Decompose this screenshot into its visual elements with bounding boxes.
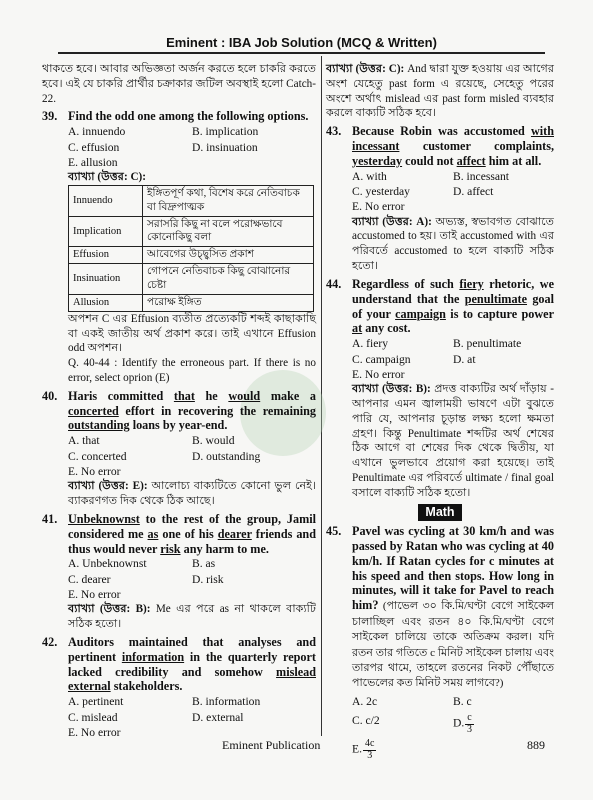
explanation-39-after: অপশন C এর Effusion ব্যতীত প্রত্যেকটি শব্দই কাছাকাছি বা একই জাতীয় অর্থ প্রকাশ করে। তাই এখানে Effusion odd অপশন। (68, 312, 316, 355)
option-a[interactable]: A. with (352, 169, 387, 183)
explanation-44 (352, 382, 554, 500)
option-e[interactable]: E. No error (352, 200, 405, 214)
question-text: Regardless of such fiery rhetoric, we understand that the penultimate goal of your campaign is to capture power at any cost. (352, 276, 554, 336)
option-e[interactable]: E. allusion (68, 155, 118, 169)
option-a[interactable]: A. that (68, 434, 100, 448)
question-number: 40. (42, 388, 58, 403)
option-e[interactable]: E. No error (68, 464, 121, 478)
explanation-40 (68, 479, 316, 509)
option-e[interactable]: E. $\frac{4c}{3}$ (352, 738, 375, 761)
answer-text: প্রদত্ত বাক্যটির অর্থ দাঁড়ায় - আপনার এমন জ্বালাময়ী ভাষণে এটা বুঝতে পারি যে, আপনার চূড়ান্ত লক্ষ্য হলো ক্ষমতা গ্রহণ। কিন্তু Penultimate শব্দটির অর্থ শেষের ঠিক আগে বা শেষের দিক থেকে দ্বিতীয়, যা এখানে ভুলভাবে প্রয়োগ করা হয়েছে। তাই Penultimate এর পরিবর্তে ultimate / final goal বসালে বাক্যটি সঠিক হতো। (352, 383, 554, 499)
question-42 (42, 635, 316, 695)
answer-label: ব্যাখ্যা (উত্তর: B): (352, 383, 431, 396)
option-d[interactable]: D. at (453, 352, 476, 366)
option-d[interactable]: D. external (192, 710, 244, 724)
question-text: Because Robin was accustomed with incessant customer complaints, yesterday could not affect him at all. (352, 124, 554, 168)
meaning-table (68, 185, 314, 312)
option-e[interactable]: E. No error (68, 725, 121, 739)
option-c[interactable]: C. c/2 (352, 714, 380, 728)
answer-text: And দ্বারা যুক্ত হওয়ায় এর আগের অংশ যেহেতু past form এ রয়েছে, সেহেতু পরের অংশে অর্থাৎ mislead এর past form misled ব্যবহার করলে বাক্যটি সঠিক হবে। (326, 63, 554, 120)
question-text: Auditors maintained that analyses and pertinent information in the quarterly report lacked credibility and somehow mislead external stakeholders. (68, 634, 316, 694)
answer-label: ব্যাখ্যা (উত্তর: C): (68, 171, 146, 184)
option-b[interactable]: B. implication (192, 125, 259, 139)
answer-text: অভ্যস্ত, স্বভাবগত বোঝাতে accustomed to হয়। তাই accustomed with এর পরিবর্তে accustomed to হলে বাক্যটি সঠিক হতো। (352, 215, 554, 272)
fraction: $\frac{c}{3}$ (467, 712, 472, 735)
question-44 (326, 277, 554, 337)
question-text-bangla: (পাভেল ৩০ কি.মি/ঘণ্টা বেগে সাইকেল চালাচ্ছিল এবং রতন ৪০ কি.মি/ঘণ্টা বেগে সাইকেল চালিয়ে তাকে অতিক্রম করল। যদি রতন তার গতিতে c মিনিট সাইকেল চালায় এবং তারপর থামে, তাহলে রতনের নিকট পৌঁছাতে পাভেলের কত মিনিট সময় লাগবে?) (352, 600, 554, 690)
question-text: Haris committed that he would make a concerted effort in recovering the remaining outstanding loans by year-end. (68, 388, 317, 433)
explanation-42 (326, 62, 554, 121)
table-row (69, 247, 314, 264)
option-a[interactable]: A. Unbeknownst (68, 557, 147, 571)
question-text: Unbeknownst to the rest of the group, Jamil considered me as one of his dearer friends and thus would never risk any harm to me. (68, 511, 316, 556)
instructions-40-44: Q. 40-44 : Identify the erroneous part. If there is no error, select oprion (E) (68, 357, 316, 384)
option-b[interactable]: B. as (192, 557, 216, 571)
question-number: 45. (326, 523, 342, 538)
option-c[interactable]: C. concerted (68, 449, 127, 463)
options-41 (68, 556, 316, 602)
explanation-41 (68, 602, 316, 632)
question-40 (42, 389, 316, 434)
option-c[interactable]: C. yesterday (352, 185, 410, 199)
question-number: 39. (42, 109, 58, 124)
option-a[interactable]: A. pertinent (68, 695, 124, 709)
option-e[interactable]: E. No error (352, 367, 405, 381)
options-43 (352, 169, 554, 215)
question-text: Find the odd one among the following options. (68, 109, 309, 124)
table-cell-word: Effusion (69, 247, 143, 264)
table-cell-word: Implication (69, 216, 143, 247)
option-b[interactable]: B. information (192, 695, 261, 709)
option-c[interactable]: C. mislead (68, 710, 118, 724)
question-number: 44. (326, 276, 342, 291)
option-d[interactable]: D. $\frac{c}{3}$ (453, 712, 472, 735)
publisher-name: Eminent Publication (222, 738, 321, 752)
table-row (69, 216, 314, 247)
option-a[interactable]: A. innuendo (68, 125, 126, 139)
option-b[interactable]: B. c (453, 694, 472, 708)
table-cell-meaning: পরোক্ষ ইঙ্গিত (143, 294, 314, 311)
intro-text: থাকতে হবে। আবার অভিজ্ঞতা অর্জন করতে হলে চাকরি করতে হবে। এই যে চাকরি প্রার্থীর চক্রাকার জটিল অবস্থাই হলো Catch-22. (42, 63, 316, 105)
page-footer (42, 738, 545, 754)
option-d[interactable]: D. insinuation (192, 140, 258, 154)
section-heading-math: Math (418, 504, 462, 521)
table-cell-word: Allusion (69, 294, 143, 311)
answer-label: ব্যাখ্যা (উত্তর: B): (68, 603, 151, 616)
option-c[interactable]: C. effusion (68, 140, 120, 154)
option-d[interactable]: D. outstanding (192, 449, 261, 463)
table-cell-word: Insinuation (69, 264, 143, 295)
options-42 (68, 694, 316, 740)
left-column (42, 62, 316, 740)
answer-label: ব্যাখ্যা (উত্তর: C): (326, 63, 405, 75)
answer-label: ব্যাখ্যা (উত্তর: E): (68, 480, 148, 493)
question-41 (42, 512, 316, 557)
question-number: 43. (326, 124, 342, 139)
fraction: $\frac{4c}{3}$ (364, 738, 375, 761)
page-header: Eminent : IBA Job Solution (MCQ & Written) (58, 30, 545, 54)
table-cell-meaning: আবেগের উচ্ছ্বসিত প্রকাশ (143, 247, 314, 264)
table-row (69, 185, 314, 216)
option-a[interactable]: A. 2c (352, 694, 378, 708)
explanation-43 (352, 215, 554, 274)
option-b[interactable]: B. would (192, 434, 235, 448)
answer-text: আলোচ্য বাক্যটিতে কোনো ভুল নেই। ব্যাকরণগত দিক থেকে ঠিক আছে। (68, 480, 316, 507)
option-c[interactable]: C. campaign (352, 352, 411, 366)
options-40 (68, 433, 316, 479)
option-b[interactable]: B. incessant (453, 169, 510, 183)
table-cell-meaning: গোপনে নেতিবাচক কিছু বোঝানোর চেষ্টা (143, 264, 314, 295)
table-cell-meaning: ইঙ্গিতপূর্ণ কথা, বিশেষ করে নেতিবাচক বা বিদ্রুপাত্মক (143, 185, 314, 216)
answer-text: Me এর পরে as না থাকলে বাক্যটি সঠিক হতো। (68, 603, 316, 631)
options-44 (352, 336, 554, 382)
question-number: 41. (42, 511, 58, 526)
table-row (69, 264, 314, 295)
question-45 (326, 524, 554, 691)
question-text: Pavel was cycling at 30 km/h and was passed by Ratan who was cycling at 40 km/h. If Ratan cycles for c minutes at his speed and then stops. How long in minutes, will it take for Pavel to reach him? (পাভেল ৩০ কি.মি/ঘণ্টা বেগে সাইকেল চালাচ্ছিল এবং রতন ৪০ কি.মি/ঘণ্টা বেগে সাইকেল চালিয়ে তাকে অতিক্রম করল। যদি রতন তার গতিতে c মিনিট সাইকেল চালায় এবং তারপর থামে, তাহলে রতনের নিকট পৌঁছাতে পাভেলের কত মিনিট সময় লাগবে?) (352, 523, 554, 690)
question-number: 42. (42, 634, 58, 649)
table-cell-meaning: সরাসরি কিছু না বলে পরোক্ষভাবে কোনোকিছু বলা (143, 216, 314, 247)
right-column (326, 62, 554, 761)
option-c[interactable]: C. dearer (68, 572, 111, 586)
option-d[interactable]: D. affect (453, 185, 494, 199)
option-e[interactable]: E. No error (68, 587, 121, 601)
explanation-39 (68, 170, 316, 185)
page-number: 889 (527, 738, 545, 752)
table-cell-word: Innuendo (69, 185, 143, 216)
answer-label: ব্যাখ্যা (উত্তর: A): (352, 215, 432, 228)
table-row (69, 294, 314, 311)
options-39 (68, 124, 316, 170)
option-b[interactable]: B. penultimate (453, 337, 522, 351)
option-a[interactable]: A. fiery (352, 337, 389, 351)
question-43 (326, 124, 554, 169)
question-39 (42, 109, 316, 124)
option-d[interactable]: D. risk (192, 572, 224, 586)
